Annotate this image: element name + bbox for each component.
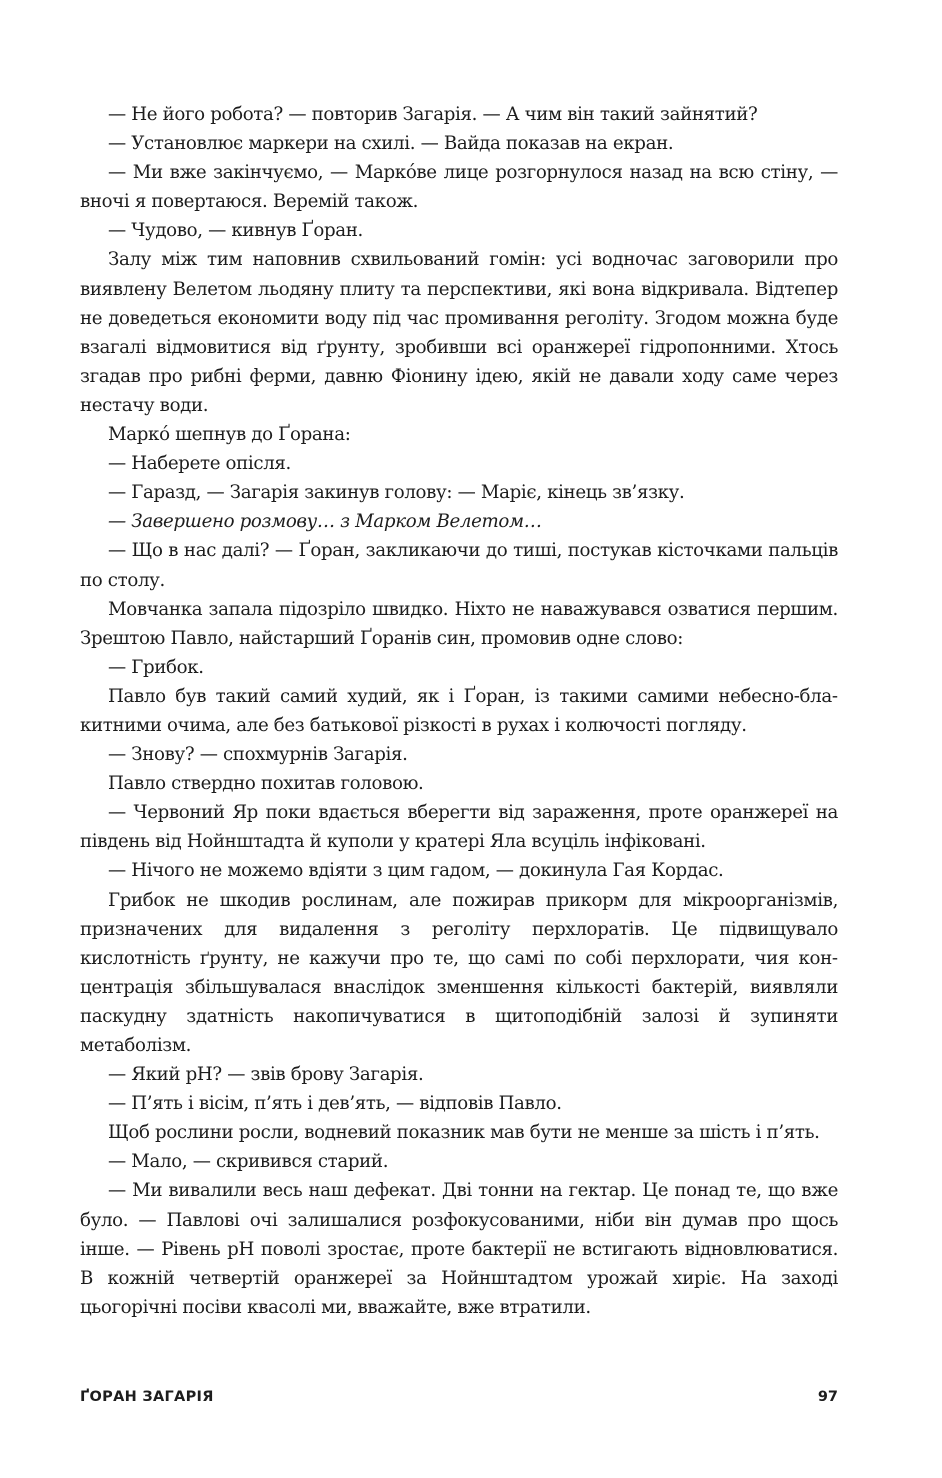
paragraph: — Який pH? — звів брову Загарія. [108,1064,424,1086]
paragraph: — Знову? — спохмурнів Загарія. [108,744,408,766]
paragraph: — Гаразд, — Загарія закинув голову: — Маріє, кінець зв’язку. [108,482,685,504]
paragraph: — Ми вивалили весь наш дефекат. Дві тонни на гектар. Це понад те, що вже було. — Павлові очі залишалися розфокусованими, ніби він думав про щось інше. — Рівень pH поволі зростає, проте бактерії не встигають відновлюватися. В кожній четвертій оранжереї за Нойнштадтом урожай хиріє. На заході цьогорічні посіви квасолі ми, вважайте, вже втратили. [80,1180,838,1318]
page-footer [80,1389,838,1411]
body-text [80,100,838,1322]
paragraph: — Не його робота? — повторив Загарія. — А чим він такий зайнятий? [108,104,758,125]
running-head: ҐОРАН ЗАГАРІЯ [80,1389,214,1405]
paragraph: Грибок не шкодив рослинам, але пожирав прикорм для мікроорганізмів, призначених для видалення з реголіту перхлоратів. Це підвищувало кислотність ґрунту, не кажучи про те, що самі по собі перхлорати, чия концентрація збільшувалася внаслідок зменшення кількості бактерій, виявляли паскудну здатність накопичуватися в щитоподібній залозі й зупиняти метаболізм. [80,889,838,1056]
paragraph: — Чудово, — кивнув Ґоран. [108,220,363,242]
paragraph: Марко́ шепнув до Ґорана: [108,424,351,446]
paragraph: Залу між тим наповнив схвильований гомін: усі водночас заговорили про виявлену Велетом льодяну плиту та перспективи, які вона відкривала. Відтепер не доведеться економити воду під час промивання реголіту. Згодом можна буде взагалі відмовитися від ґрунту, зробивши всі оранжереї гідропонними. Хтось згадав про рибні ферми, давню Фіонину ідею, якій не давали ходу саме через нестачу води. [80,249,838,416]
paragraph: — Нічого не можемо вдіяти з цим гадом, — докинула Гая Кордас. [108,860,724,882]
paragraph: — Установлює маркери на схилі. — Вайда показав на екран. [108,133,674,155]
italic-paragraph: — Завершено розмову… з Марком Велетом… [108,511,542,533]
paragraph: — П’ять і вісім, п’ять і дев’ять, — відповів Павло. [108,1093,562,1115]
paragraph: — Наберете опісля. [108,453,291,475]
paragraph: — Червоний Яр поки вдається вберегти від зараження, проте оранжереї на південь від Нойнштадта й куполи у кратері Яла всуціль інфіковані. [80,802,838,853]
paragraph: Щоб рослини росли, водневий показник мав бути не менше за шість і п’ять. [108,1122,820,1144]
paragraph: Павло був такий самий худий, як і Ґоран, із такими самими небесно-блакитними очима, але без батькової різкості в рухах і колючості погляду. [80,685,838,736]
paragraph: Мовчанка запала підозріло швидко. Ніхто не наважувався озватися першим. Зрештою Павло, найстарший Ґоранів син, промовив одне слово: [80,598,838,649]
page-number: 97 [817,1389,838,1405]
paragraph: — Ми вже закінчуємо, — Марко́ве лице розгорнулося назад на всю стіну, — вночі я повертаюся. Веремій також. [80,162,838,213]
paragraph: Павло ствердно похитав головою. [108,773,424,795]
paragraph: — Грибок. [108,656,204,678]
paragraph: — Що в нас далі? — Ґоран, закликаючи до тиші, постукав кісточками пальців по столу. [80,540,838,591]
paragraph: — Мало, — скривився старий. [108,1151,389,1173]
